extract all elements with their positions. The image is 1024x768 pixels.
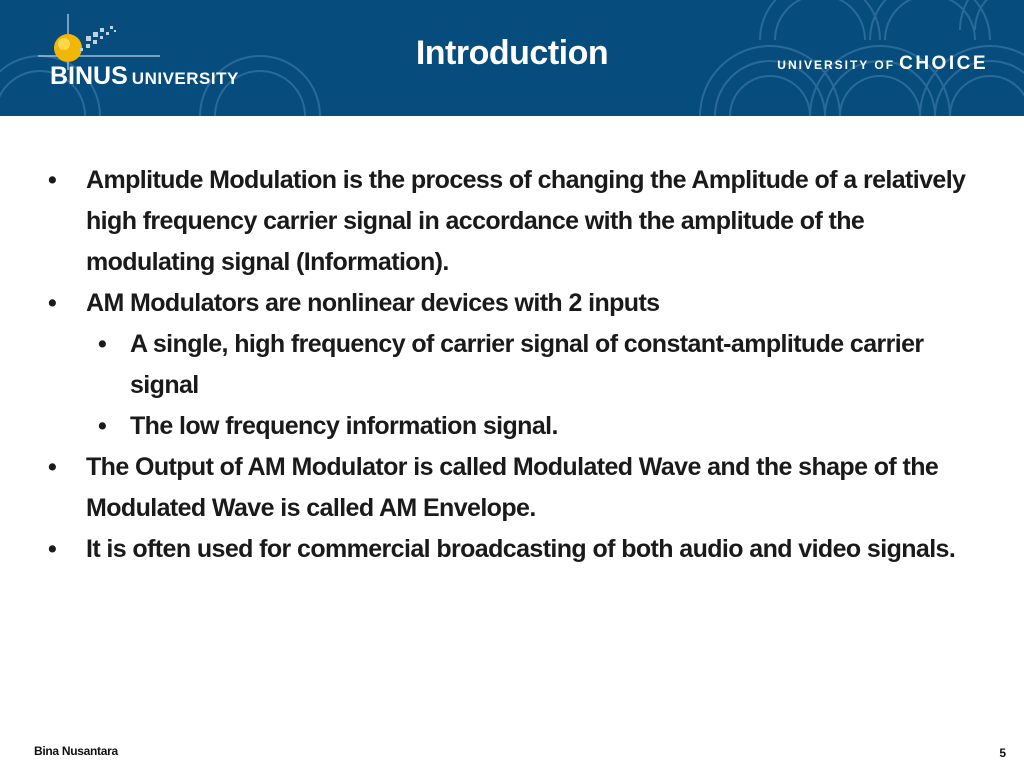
bullet-item: • It is often used for commercial broadcasting of both audio and video signals. <box>46 529 996 570</box>
slide-title: Introduction <box>415 34 609 72</box>
header-banner <box>0 0 1024 116</box>
tagline-small: UNIVERSITY OF <box>777 58 896 72</box>
slide-body <box>46 160 996 570</box>
sub-bullet-item: • The low frequency information signal. <box>46 406 996 447</box>
footer-label: Bina Nusantara <box>34 744 118 758</box>
tagline <box>777 53 988 75</box>
sub-bullet-item: • A single, high frequency of carrier signal of constant-amplitude carrier signal <box>46 324 996 406</box>
bullet-item: • Amplitude Modulation is the process of changing the Amplitude of a relatively high frequency carrier signal in accordance with the amplitude of the modulating signal (Information). <box>46 160 996 283</box>
bullet-item: • AM Modulators are nonlinear devices with 2 inputs <box>46 283 996 324</box>
tagline-big: CHOICE <box>899 53 988 74</box>
bullet-item: • The Output of AM Modulator is called Modulated Wave and the shape of the Modulated Wave is called AM Envelope. <box>46 447 996 529</box>
logo-sub-text: UNIVERSITY <box>131 69 239 88</box>
logo-main-text: BINUS <box>50 62 128 90</box>
page-number: 5 <box>999 746 1006 760</box>
